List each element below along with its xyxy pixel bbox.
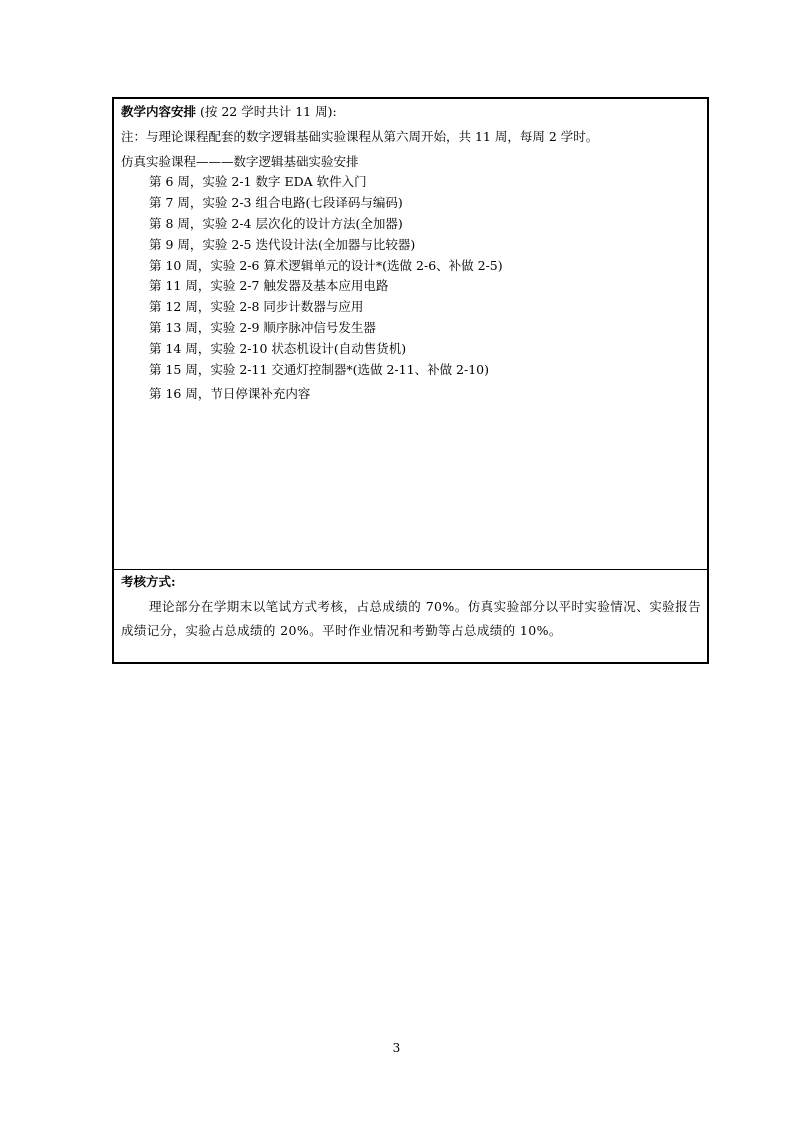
list-item: 第 8 周，实验 2-4 层次化的设计方法(全加器) — [149, 215, 403, 231]
list-item: 第 6 周，实验 2-1 数字 EDA 软件入门 — [149, 174, 367, 190]
schedule-subtitle: 仿真实验课程———数字逻辑基础实验安排 — [121, 153, 359, 169]
list-item: 第 11 周，实验 2-7 触发器及基本应用电路 — [149, 278, 389, 294]
list-item: 第 9 周，实验 2-5 迭代设计法(全加器与比较器) — [149, 236, 416, 252]
list-item: 第 10 周，实验 2-6 算术逻辑单元的设计*(选做 2-6、补做 2-5) — [149, 257, 503, 273]
schedule-heading-bold: 教学内容安排 — [121, 104, 197, 119]
page-number: 3 — [392, 1041, 401, 1055]
list-item: 第 7 周，实验 2-3 组合电路(七段译码与编码) — [149, 195, 403, 211]
list-item-last: 第 16 周，节日停课补充内容 — [149, 386, 311, 402]
list-item: 第 13 周，实验 2-9 顺序脉冲信号发生器 — [149, 319, 376, 335]
list-item: 第 14 周，实验 2-10 状态机设计(自动售货机) — [149, 340, 407, 356]
assessment-heading — [121, 572, 701, 593]
list-item: 第 15 周，实验 2-11 交通灯控制器*(选做 2-11、补做 2-10) — [149, 361, 489, 377]
list-item: 第 12 周，实验 2-8 同步计数器与应用 — [149, 299, 364, 315]
assessment-paragraph: 理论部分在学期末以笔试方式考核，占总成绩的 70%。仿真实验部分以平时实验情况、实验报告成绩记分，实验占总成绩的 20%。平时作业情况和考勤等占总成绩的 10%。 — [121, 598, 701, 638]
schedule-cell — [114, 99, 707, 570]
schedule-heading — [121, 102, 701, 123]
assessment-cell — [114, 570, 707, 662]
schedule-note: 注：与理论课程配套的数字逻辑基础实验课程从第六周开始，共 11 周，每周 2 学时。 — [121, 128, 599, 144]
assessment-heading-text: 考核方式: — [121, 574, 176, 589]
schedule-heading-rest: (按 22 学时共计 11 周): — [196, 104, 337, 119]
schedule-list — [121, 172, 701, 405]
course-table — [112, 97, 709, 664]
